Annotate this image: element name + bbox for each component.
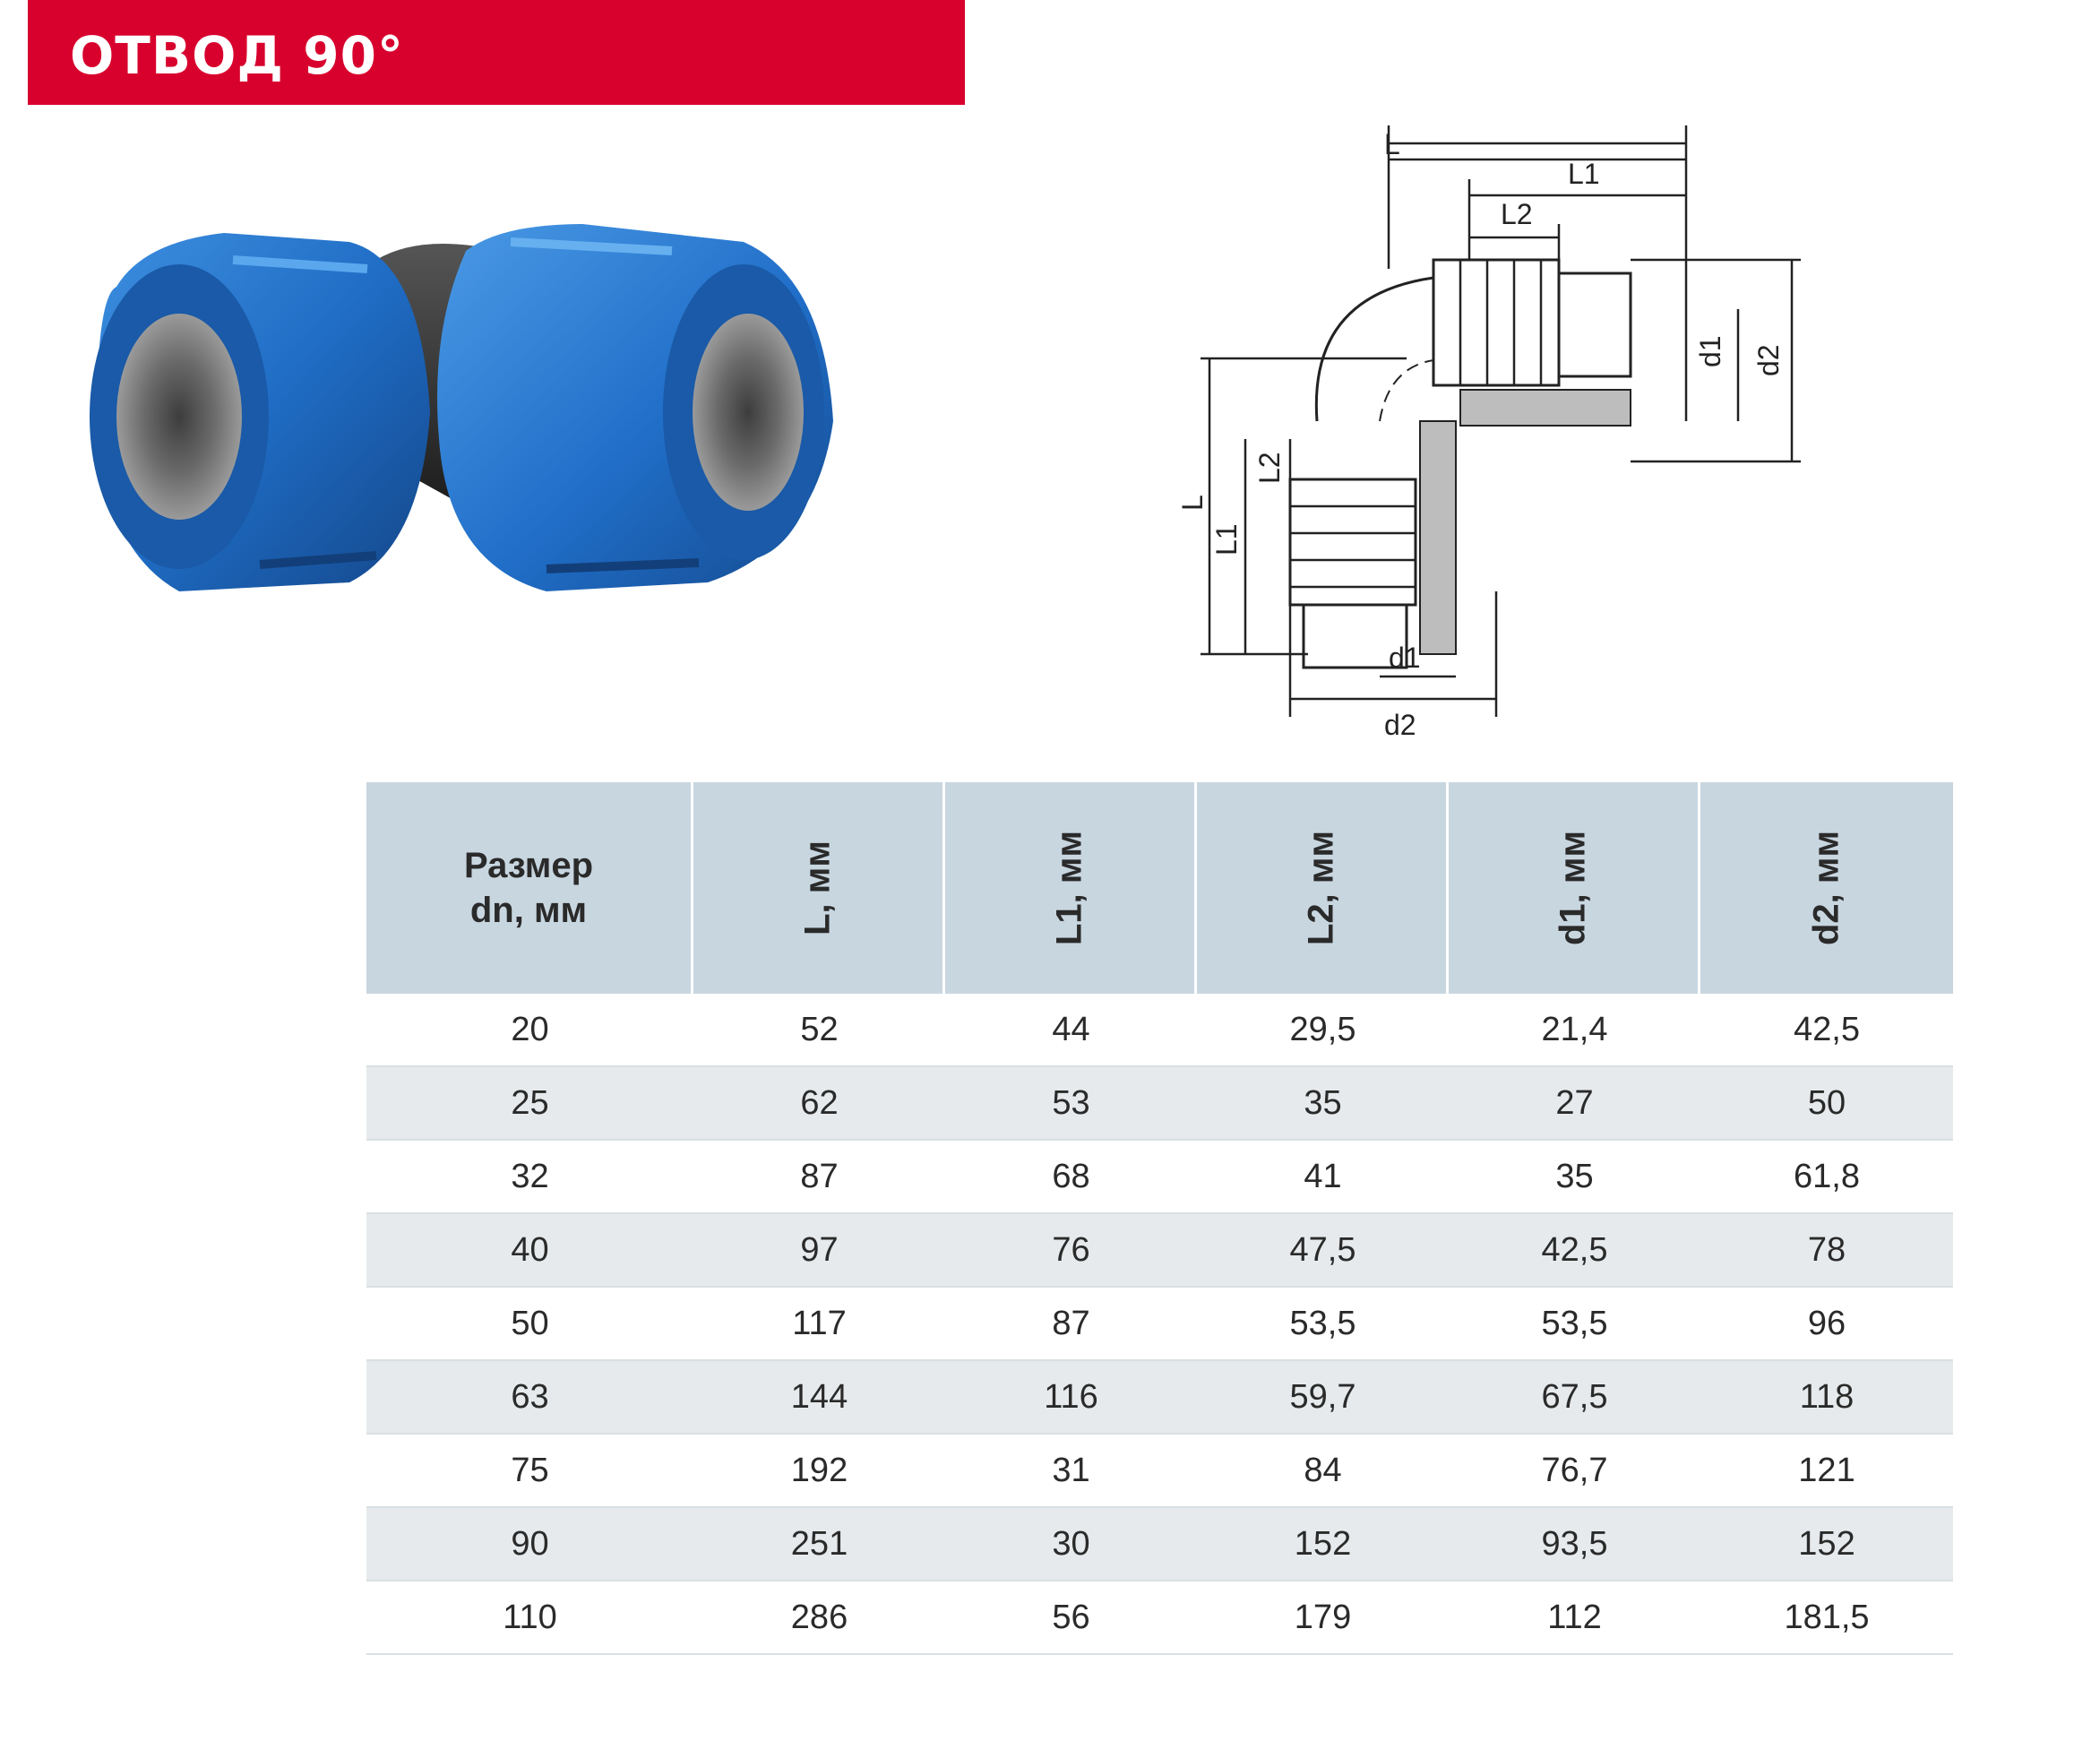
table-row [366, 1582, 1953, 1655]
label-L-top: L [1384, 128, 1400, 160]
table-cell: 68 [1052, 1157, 1090, 1195]
table-cell: 61,8 [1794, 1157, 1860, 1195]
table-cell: 112 [1547, 1598, 1602, 1636]
table-cell: 76 [1052, 1230, 1090, 1269]
table-cell: 121 [1798, 1451, 1855, 1489]
table-cell: 93,5 [1541, 1524, 1608, 1563]
title-banner [28, 0, 965, 105]
table-cell: 50 [1807, 1083, 1846, 1122]
header-label: d1, мм [1553, 830, 1593, 946]
table-cell: 50 [511, 1304, 549, 1342]
table-cell: 35 [1555, 1157, 1594, 1195]
label-d2-bottom: d2 [1384, 709, 1416, 741]
table-cell: 192 [790, 1451, 848, 1489]
header-d1 [1449, 782, 1700, 994]
header-size [366, 782, 693, 994]
table-cell: 181,5 [1784, 1598, 1870, 1636]
table-header [366, 782, 1953, 994]
table-cell: 59,7 [1289, 1377, 1356, 1416]
product-photo [81, 206, 905, 636]
table-row [366, 1214, 1953, 1288]
header-L2 [1197, 782, 1449, 994]
table-cell: 32 [511, 1157, 549, 1195]
label-L2-left: L2 [1253, 452, 1286, 484]
table-cell: 31 [1052, 1451, 1090, 1489]
table-cell: 25 [511, 1083, 549, 1122]
spec-table [366, 782, 1953, 1655]
table-cell: 52 [800, 1010, 839, 1048]
table-row [366, 1288, 1953, 1361]
table-cell: 96 [1807, 1304, 1846, 1342]
table-cell: 67,5 [1541, 1377, 1608, 1416]
table-cell: 47,5 [1289, 1230, 1356, 1269]
table-cell: 110 [503, 1598, 557, 1636]
label-d1-bottom: d1 [1389, 642, 1421, 674]
table-cell: 76,7 [1541, 1451, 1608, 1489]
label-d1-right: d1 [1694, 335, 1726, 367]
header-L [693, 782, 945, 994]
page-title: ОТВОД 90° [70, 25, 404, 86]
table-row [366, 1508, 1953, 1582]
header-label: Размер dn, мм [463, 846, 594, 930]
table-cell: 152 [1294, 1524, 1352, 1563]
table-cell: 152 [1798, 1524, 1855, 1563]
table-cell: 84 [1304, 1451, 1342, 1489]
table-cell: 42,5 [1541, 1230, 1608, 1269]
table-row [366, 1141, 1953, 1214]
table-cell: 44 [1052, 1010, 1090, 1048]
table-cell: 40 [511, 1230, 549, 1269]
table-cell: 53,5 [1289, 1304, 1356, 1342]
table-cell: 27 [1555, 1083, 1594, 1122]
table-cell: 97 [800, 1230, 839, 1269]
table-cell: 53,5 [1541, 1304, 1608, 1342]
header-label: L1, мм [1049, 830, 1089, 946]
table-cell: 29,5 [1289, 1010, 1356, 1048]
table-cell: 116 [1044, 1377, 1098, 1416]
table-cell: 118 [1799, 1377, 1855, 1416]
header-d2 [1700, 782, 1953, 994]
table-row [366, 1435, 1953, 1508]
table-cell: 53 [1052, 1083, 1090, 1122]
table-cell: 179 [1294, 1598, 1352, 1636]
table-row [366, 1361, 1953, 1435]
label-L-left: L [1176, 495, 1209, 511]
table-cell: 87 [1052, 1304, 1090, 1342]
dimension-drawing [1165, 125, 1846, 771]
label-L1-top: L1 [1568, 158, 1600, 190]
table-cell: 144 [790, 1377, 848, 1416]
table-cell: 30 [1052, 1524, 1090, 1563]
table-row [366, 994, 1953, 1067]
header-L1 [945, 782, 1197, 994]
table-cell: 62 [800, 1083, 839, 1122]
left-nut [90, 233, 430, 591]
header-label: L, мм [797, 840, 838, 935]
label-d2-right: d2 [1752, 344, 1785, 376]
table-cell: 78 [1807, 1230, 1846, 1269]
header-label: d2, мм [1806, 830, 1846, 946]
table-cell: 56 [1052, 1598, 1090, 1636]
table-cell: 75 [511, 1451, 549, 1489]
right-nut [437, 224, 833, 591]
table-cell: 251 [790, 1524, 848, 1563]
header-label: L2, мм [1301, 830, 1341, 946]
table-cell: 90 [511, 1524, 549, 1563]
table-cell: 21,4 [1541, 1010, 1608, 1048]
table-cell: 87 [800, 1157, 839, 1195]
table-cell: 35 [1304, 1083, 1342, 1122]
table-row [366, 1067, 1953, 1141]
table-cell: 42,5 [1794, 1010, 1860, 1048]
table-cell: 41 [1304, 1157, 1342, 1195]
table-cell: 117 [792, 1304, 847, 1342]
label-L1-left: L1 [1210, 523, 1243, 556]
label-L2-top: L2 [1501, 198, 1533, 230]
table-cell: 20 [511, 1010, 549, 1048]
table-cell: 63 [511, 1377, 549, 1416]
table-cell: 286 [790, 1598, 848, 1636]
